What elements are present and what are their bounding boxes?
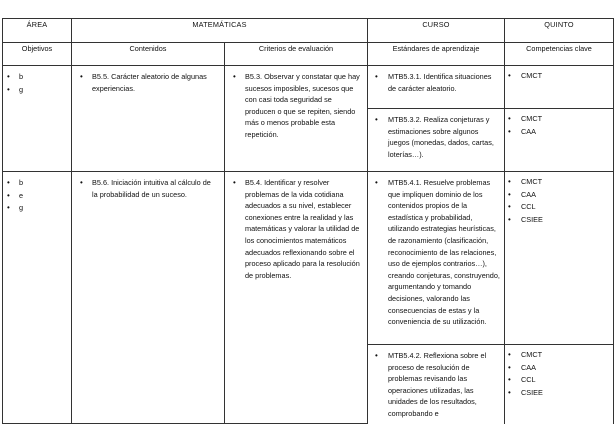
contenido-cell: • B5.6. Iniciación intuitiva al cálculo de la probabilidad de un suceso. xyxy=(72,172,225,424)
col-objetivos: Objetivos xyxy=(3,43,72,66)
criterio-cell: • B5.3. Observar y constatar que hay sucesos imposibles, sucesos que con casi toda seguridad se producen o que se repiten, siendo más o menos probable esta repetición. xyxy=(225,66,368,172)
competencia-item: • CMCT xyxy=(508,113,613,126)
objetivo-item: • g xyxy=(7,202,71,215)
table-row xyxy=(3,66,614,109)
competencia-item: • CSIEE xyxy=(508,214,613,227)
subject-label: MATEMÁTICAS xyxy=(72,19,368,43)
competencias-cell xyxy=(505,172,614,345)
column-header-row xyxy=(3,43,614,66)
competencia-item: • CSIEE xyxy=(508,387,613,400)
objetivo-item: • b xyxy=(7,177,71,190)
col-competencias: Competencias clave xyxy=(505,43,614,66)
curriculum-table xyxy=(2,18,614,424)
estandar-cell: • MTB5.4.2. Reflexiona sobre el proceso de resolución de problemas revisando las operaciones utilizadas, las unidades de los resultados, comprobando e xyxy=(368,345,505,424)
area-label: ÁREA xyxy=(3,19,72,43)
contenido-text: B5.5. Carácter aleatorio de algunas experiencias. xyxy=(92,72,207,93)
competencia-item: • CAA xyxy=(508,126,613,139)
objetivo-item: • g xyxy=(7,84,71,97)
estandar-cell: • MTB5.3.1. Identifica situaciones de carácter aleatorio. xyxy=(368,66,505,109)
competencia-item: • CCL xyxy=(508,201,613,214)
objetivo-item: • e xyxy=(7,190,71,203)
competencia-item: • CMCT xyxy=(508,349,613,362)
col-estandares: Estándares de aprendizaje xyxy=(368,43,505,66)
estandar-cell: • MTB5.3.2. Realiza conjeturas y estimaciones sobre algunos juegos (monedas, dados, cartas, loterías…). xyxy=(368,109,505,172)
estandar-text: MTB5.3.2. Realiza conjeturas y estimaciones sobre algunos juegos (monedas, dados, cartas, loterías…). xyxy=(388,115,494,159)
criterio-cell: • B5.4. Identificar y resolver problemas de la vida cotidiana adecuados a su nivel, establecer conexiones entre la realidad y las matemáticas y valorar la utilidad de los conocimientos matemáticos adecuados reflexionando sobre el proceso aplicado para la resolución de problemas. xyxy=(225,172,368,424)
competencias-cell xyxy=(505,109,614,172)
criterio-text: B5.4. Identificar y resolver problemas de la vida cotidiana adecuados a su nivel, establecer conexiones entre la realidad y las matemáticas y valorar la utilidad de los conocimientos matemáticos adecuados reflexionando sobre el proceso aplicado para la resolución de problemas. xyxy=(245,178,360,280)
objetivos-cell xyxy=(3,66,72,172)
estandar-cell: • MTB5.4.1. Resuelve problemas que impliquen dominio de los contenidos propios de la estadística y probabilidad, utilizando estrategias heurísticas, de razonamiento (clasificación, reconocimiento de las relaciones, uso de ejemplos contrarios…), creando conjeturas, construyendo, argumentando y tomando decisiones, valorando las consecuencias de estas y la conveniencia de su utilización. xyxy=(368,172,505,345)
course-value: QUINTO xyxy=(505,19,614,43)
course-label: CURSO xyxy=(368,19,505,43)
estandar-text: MTB5.4.1. Resuelve problemas que impliquen dominio de los contenidos propios de la estadística y probabilidad, utilizando estrategias heurísticas, de razonamiento (clasificación, reconocimiento de las relaciones, uso de ejemplos contrarios…), creando conjeturas, construyendo, argumentando y tomando decisiones, valorando las consecuencias de estas y la conveniencia de su utilización. xyxy=(388,178,500,327)
competencias-cell xyxy=(505,66,614,109)
objetivo-item: • b xyxy=(7,71,71,84)
estandar-text: MTB5.3.1. Identifica situaciones de carácter aleatorio. xyxy=(388,72,492,93)
table-row xyxy=(3,172,614,345)
competencia-item: • CAA xyxy=(508,189,613,202)
contenido-cell: • B5.5. Carácter aleatorio de algunas experiencias. xyxy=(72,66,225,172)
objetivos-cell xyxy=(3,172,72,424)
col-contenidos: Contenidos xyxy=(72,43,225,66)
criterio-text: B5.3. Observar y constatar que hay sucesos imposibles, sucesos que con casi toda seguridad se producen o que se repiten, siendo más o menos probable esta repetición. xyxy=(245,72,360,139)
estandar-text: MTB5.4.2. Reflexiona sobre el proceso de resolución de problemas revisando las operaciones utilizadas, las unidades de los resultados, comprobando e xyxy=(388,351,487,418)
competencia-item: • CCL xyxy=(508,374,613,387)
contenido-text: B5.6. Iniciación intuitiva al cálculo de la probabilidad de un suceso. xyxy=(92,178,211,199)
competencia-item: • CMCT xyxy=(508,176,613,189)
competencias-cell xyxy=(505,345,614,424)
competencia-item: • CMCT xyxy=(508,70,613,83)
header-row xyxy=(3,19,614,43)
competencia-item: • CAA xyxy=(508,362,613,375)
col-criterios: Criterios de evaluación xyxy=(225,43,368,66)
